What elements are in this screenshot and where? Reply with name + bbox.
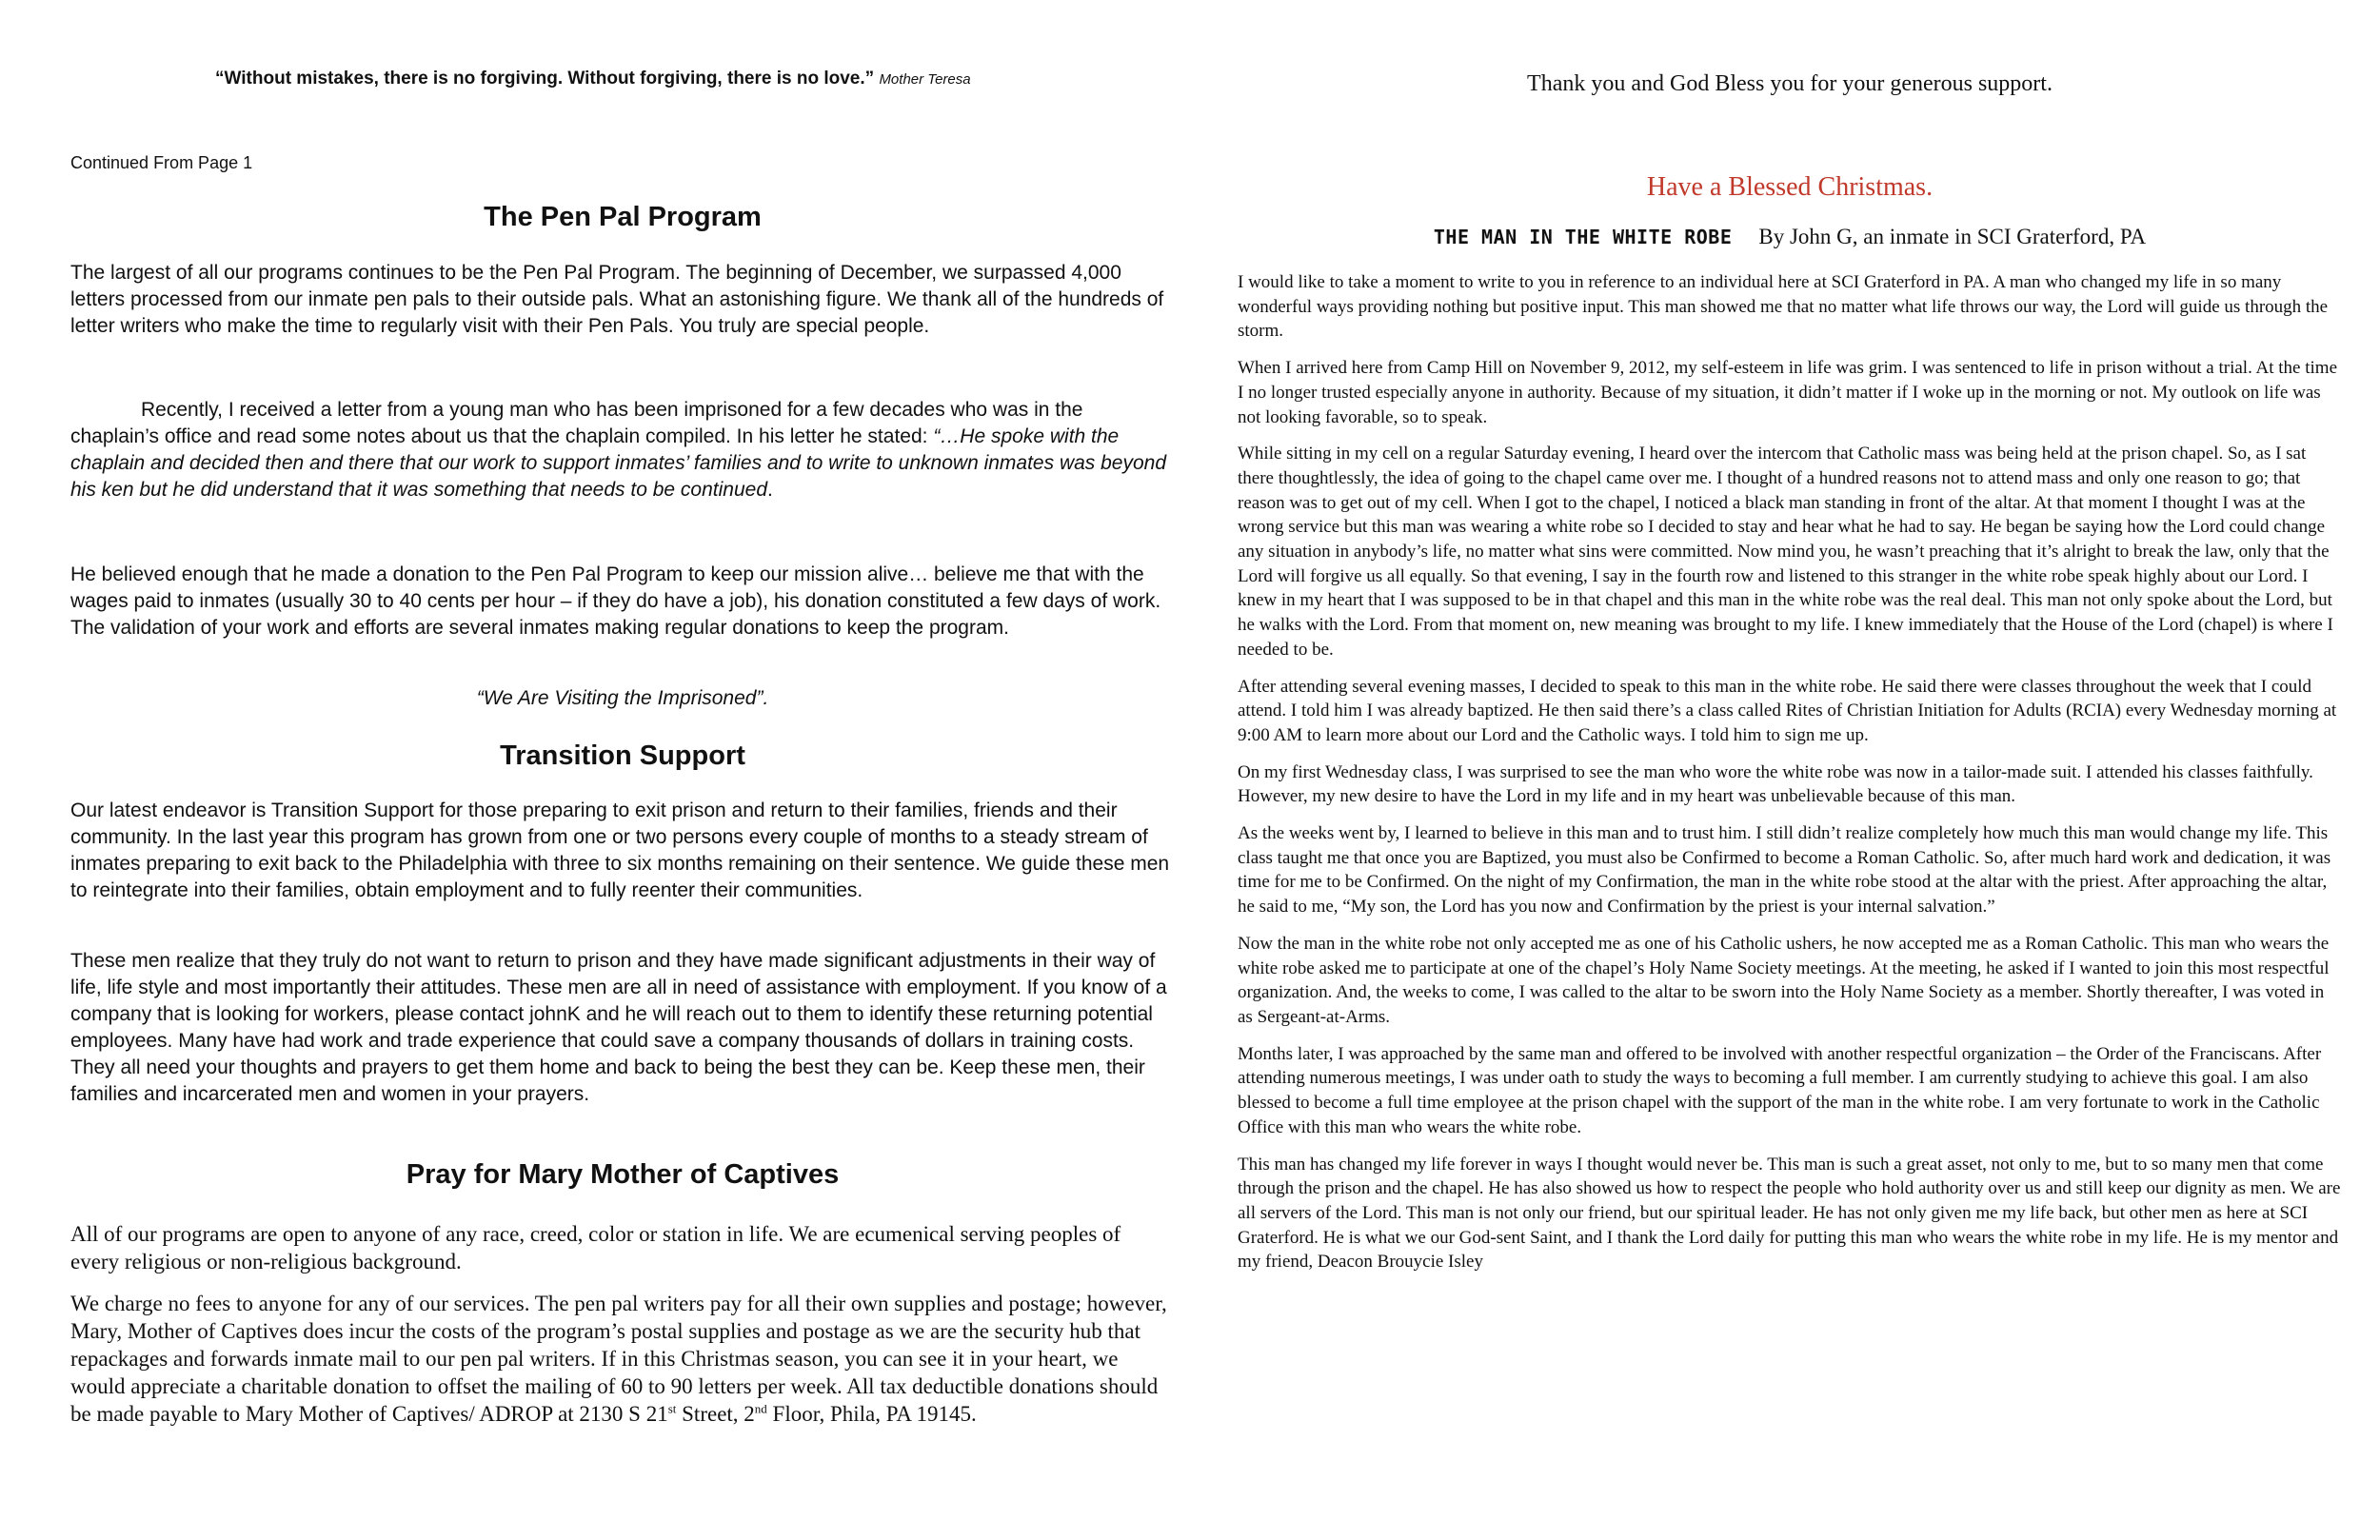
- story-paragraph: As the weeks went by, I learned to believe in this man and to trust him. I still didn’t realize completely how much this man would change my life. This class taught me that once you are Baptized, you must also be Confirmed to become a Roman Catholic. So, after much hard work and dedication, it was time for me to be Confirmed. On the night of my Confirmation, the man in the white robe stood at the altar with the priest. After approaching the altar, he said to me, “My son, the Lord has you now and Confirmation by the priest is your internal salvation.”: [1238, 823, 2331, 918]
- story-paragraph: When I arrived here from Camp Hill on November 9, 2012, my self-esteem in life was grim. I was sentenced to life in prison without a trial. At the time I no longer trusted especially anyone in authority. Because of my situation, it didn’t matter if I woke up in the morning or not. My outlook on life was not looking favorable, so to speak.: [1238, 358, 2338, 427]
- quote-text: “Without mistakes, there is no forgiving. Without forgiving, there is no love.”: [215, 69, 875, 89]
- quote-author: Mother Teresa: [879, 71, 971, 88]
- story-paragraph: While sitting in my cell on a regular Saturday evening, I heard over the intercom that Catholic mass was being held at the prison chapel. So, as I sat there thoughtlessly, the idea of going to the chapel came over me. I thought of a hundred reasons not to attend mass and only one reason to go; that reason was to get out of my cell. When I got to the chapel, I noticed a black man standing in front of the altar. At that moment I thought I was at the wrong service but this man was wearing a white robe so I decided to stay and hear what he had to say. He began be saying how the Lord could change any situation in anybody’s life, no matter what sins were committed. Now mind you, he wasn’t preaching that it’s alright to break the law, only that the Lord will forgive us all equally. So that evening, I say in the fourth row and listened to this stranger in the white robe speak highly about our Lord. I knew in my heart that I was supposed to be in that chapel and this man in the white robe was the real deal. This man not only spoke about the Lord, but he walks with the Lord. From that moment on, new meaning was brought to my life. I knew immediately that the House of the Lord (chapel) is where I needed to be.: [1238, 444, 2333, 660]
- story-byline: By John G, an inmate in SCI Graterford, PA: [1758, 225, 2147, 248]
- story-paragraph: This man has changed my life forever in ways I thought would never be. This man is such a great asset, not only to me, but to so many men that come through the prison and the chapel. He has also showed us how to respect the people who hold authority over us and still keep our dignity as men. We are all servers of the Lord. This man is not only our friend, but our spiritual leader. He has not only given me my life back, but other men as here at SCI Graterford. He is what we our God-sent Saint, and I thank the Lord daily for putting this man who wears the white robe in my life. He is my mentor and my friend, Deacon Brouycie Isley: [1238, 1154, 2341, 1273]
- transition-paragraph-1: Our latest endeavor is Transition Support for those preparing to exit prison and return to their families, friends and their community. In the last year this program has grown from one or two persons every couple of months to a steady stream of inmates preparing to exit back to the Philadelphia with three to six months remaining on their sentence. We guide these men to reintegrate into their families, obtain employment and to fully reenter their communities.: [70, 800, 1170, 901]
- pen-pal-paragraph-2: [70, 397, 1175, 503]
- story-header: [1238, 225, 2342, 249]
- story-paragraph: After attending several evening masses, I decided to speak to this man in the white robe. He said there were classes throughout the week that I could attend. I told him I was already baptized. He then said there’s a class called Rites of Christian Initiation for Adults (RCIA) every Wednesday morning at 9:00 AM to learn more about our Lord and the Catholic ways. I told him to sign me up.: [1238, 676, 2337, 745]
- story-paragraph: On my first Wednesday class, I was surprised to see the man who wore the white robe was now in a tailor-made suit. I attended his classes faithfully. However, my new desire to have the Lord in my life and in my heart was unbelievable because of this man.: [1238, 761, 2313, 807]
- thank-you-line: Thank you and God Bless you for your generous support.: [1527, 71, 2053, 96]
- transition-paragraph-2: These men realize that they truly do not want to return to prison and they have made significant adjustments in their way of life, life style and most importantly their attitudes. These men are all in need of assistance with employment. If you know of a company that is looking for workers, please contact johnK and he will reach out to them to identify these returning potential employees. Many have had work and trade experience that could save a company thousands of dollars in training costs. They all need your thoughts and prayers to get them home and back to being the best they can be. Keep these men, their families and incarcerated men and women in your prayers.: [70, 950, 1167, 1105]
- story-paragraph: Months later, I was approached by the same man and offered to be involved with another respectful organization – the Order of the Franciscans. After attending numerous meetings, I was under oath to study the ways to becoming a full member. I am currently studying to achieve this goal. I am also blessed to become a full time employee at the prison chapel with the support of the man in the white robe. I am very fortunate to work in the Catholic Office with this man who wears the white robe.: [1238, 1043, 2322, 1137]
- story-title: THE MAN IN THE WHITE ROBE: [1433, 226, 1733, 248]
- pen-pal-paragraph-1: The largest of all our programs continues to be the Pen Pal Program. The beginning of December, we surpassed 4,000 letters processed from our inmate pen pals to their outside pals. What an astonishing figure. We thank all of the hundreds of letter writers who make the time to regularly visit with their Pen Pals. You truly are special people.: [70, 262, 1164, 337]
- continued-label: Continued From Page 1: [70, 153, 253, 172]
- pen-pal-paragraph-2-text: Recently, I received a letter from a young man who has been imprisoned for a few decades who was in the chaplain’s office and read some notes about us that the chaplain compiled. In his letter he stated:: [70, 399, 1083, 447]
- pray-paragraph-2-street: Street, 2: [676, 1402, 755, 1426]
- story-body: [1238, 270, 2342, 1287]
- pen-pal-paragraph-3: He believed enough that he made a donation to the Pen Pal Program to keep our mission alive… believe me that with the wages paid to inmates (usually 30 to 40 cents per hour – if they do have a job), his donation constituted a few days of work. The validation of your work and efforts are several inmates making regular donations to keep the program.: [70, 563, 1161, 639]
- superscript-nd: nd: [754, 1401, 767, 1416]
- motto: “We Are Visiting the Imprisoned”.: [476, 687, 769, 709]
- transition-heading: Transition Support: [500, 740, 745, 771]
- pray-paragraph-1: All of our programs are open to anyone of any race, creed, color or station in life. We are ecumenical serving peoples of every religious or non-religious background.: [70, 1222, 1121, 1273]
- pray-paragraph-2-floor: Floor, Phila, PA 19145.: [766, 1402, 977, 1426]
- pray-paragraph-2-text: We charge no fees to anyone for any of our services. The pen pal writers pay for all their own supplies and postage; however, Mary, Mother of Captives does incur the costs of the program’s postal supplies and postage as we are the security hub that repackages and forwards inmate mail to our pen pal writers. If in this Christmas season, you can see it in your heart, we would appreciate a charitable donation to offset the mailing of 60 to 90 letters per week. All tax deductible donations should be made payable to Mary Mother of Captives/ ADROP at 2130 S 21: [70, 1292, 1167, 1426]
- story-paragraph: I would like to take a moment to write to you in reference to an individual here at SCI Graterford in PA. A man who changed my life in so many wonderful ways providing nothing but positive input. This man showed me that no matter what life throws our way, the Lord will guide us through the storm.: [1238, 272, 2329, 342]
- pray-heading: Pray for Mary Mother of Captives: [406, 1159, 840, 1190]
- pen-pal-paragraph-2-end: .: [767, 479, 773, 501]
- superscript-st: st: [667, 1401, 677, 1416]
- pen-pal-heading: The Pen Pal Program: [484, 202, 762, 232]
- header-quote: [215, 69, 1167, 89]
- pen-pal-paragraph-2-quote: “…He spoke with the chaplain and decided then and there that our work to support inmates’ families and to write to unknown inmates was beyond his ken but he did understand that it was something that needs to be continued: [70, 425, 1167, 501]
- blessed-christmas: Have a Blessed Christmas.: [1646, 172, 1934, 202]
- story-paragraph: Now the man in the white robe not only accepted me as one of his Catholic ushers, he now accepted me as a Roman Catholic. This man who wears the white robe asked me to participate at one of the chapel’s Holy Name Society meetings. At the meeting, he asked if I wanted to join this most respectful organization. And, the weeks to come, I was called to the altar to be sworn into the Holy Name Society as a member. Shortly thereafter, I was voted in as Sergeant-at-Arms.: [1238, 933, 2330, 1027]
- pray-paragraph-2: [70, 1290, 1175, 1428]
